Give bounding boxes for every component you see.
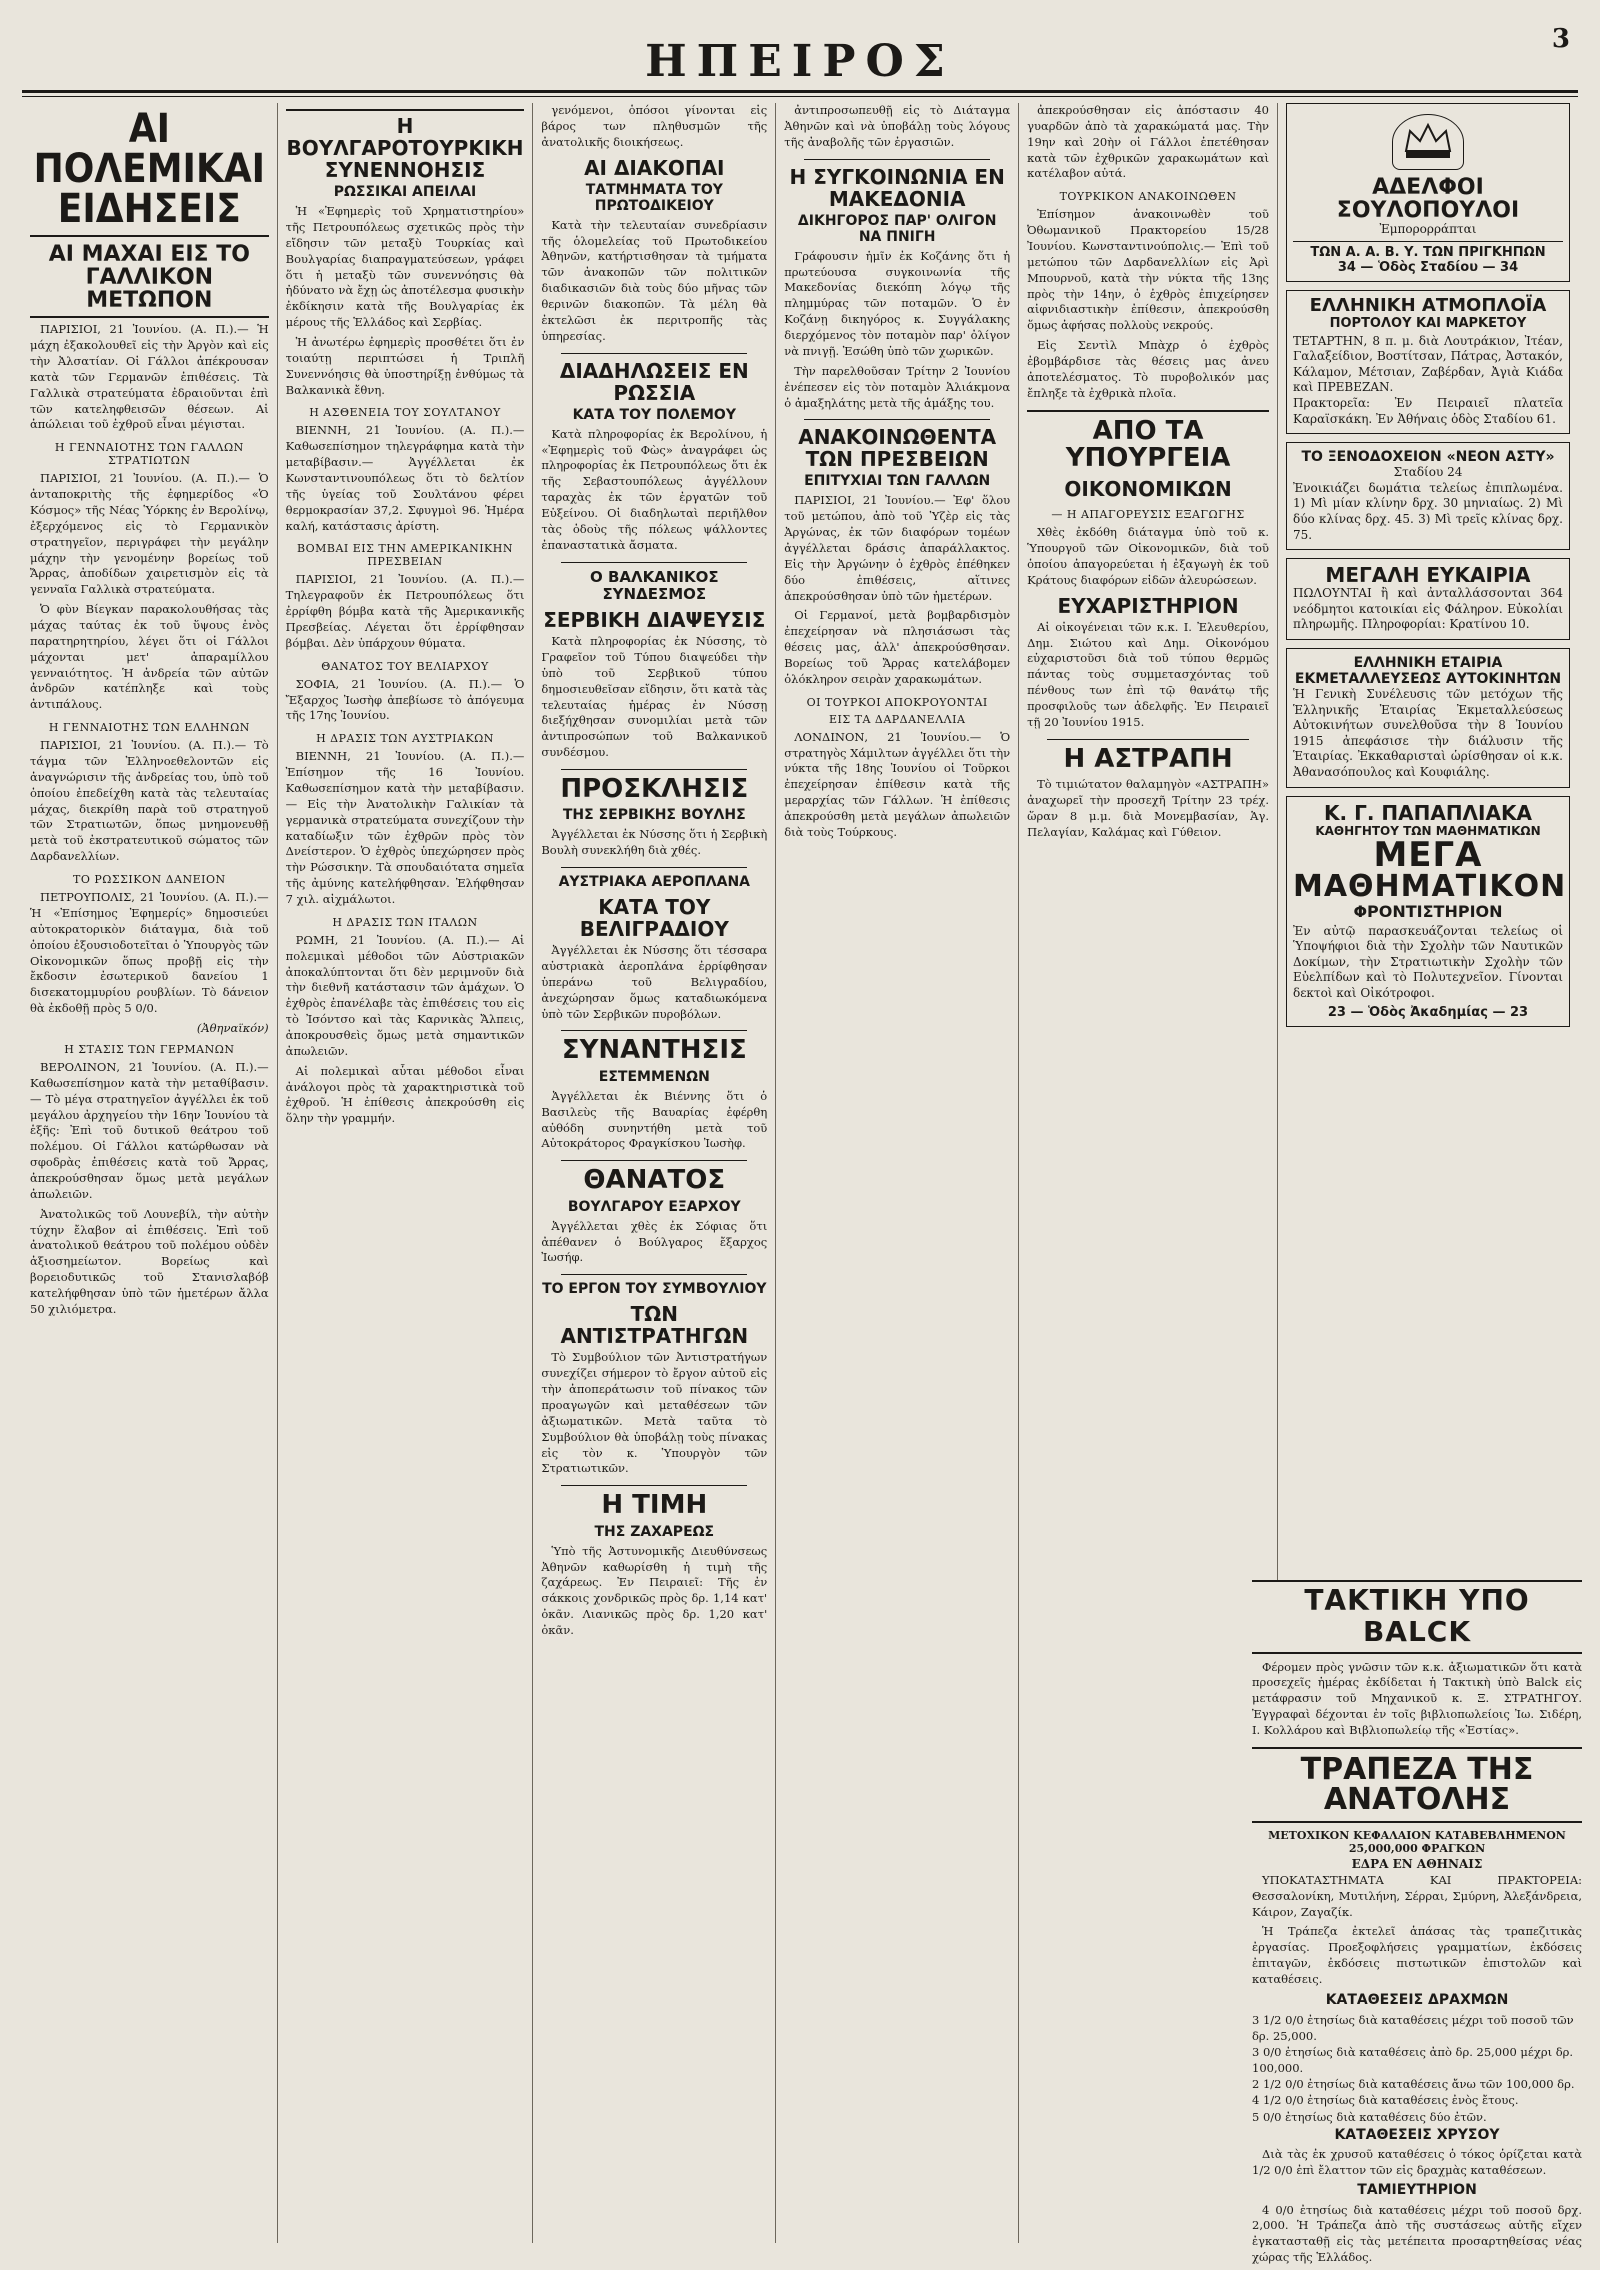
- article-text: Κατὰ πληροφορίας ἐκ Βερολίνου, ἡ «Ἐφημερὶς τοῦ Φὼς» ἀναγράφει ὡς πληροφορίας ἐκ Πετρουπόλεως ὅτι ἐκ τῆς Σεβαστουπόλεως ἀγγέλλουν ταραχὰς ἐκ τῶν ἐργατῶν τοῦ Εὐξείνου. Οἱ διαδηλωταὶ περιῆλθον τὰς ὁδοὺς τῆς πόλεως ψάλλοντες ἐπαναστατικὰ ἄσματα.: [541, 426, 768, 552]
- ad-body: ΤΕΤΑΡΤΗΝ, 8 π. μ. διὰ Λουτράκιον, Ἰτέαν, Γαλαξείδιον, Βοστίτσαν, Πάτρας, Ἀστακόν, Κάλαμον, Μέτσιαν, Ζαβέρδαν, Ἀγιὰ Κιάδα καὶ ΠΡΕΒΕΖΑΝ.: [1292, 333, 1563, 395]
- ad-soulopouloi: [1286, 103, 1570, 282]
- ad-body: Ἡ Γενικὴ Συνέλευσις τῶν μετόχων τῆς Ἑλληνικῆς Ἑταιρίας Ἐκμεταλλεύσεως Αὐτοκινήτων συνελθοῦσα τὴν 8 Ἰουνίου 1915 ἀπεφάσισε τὴν διάλυσιν τῆς Ἑταιρίας. Ἐκκαθαρισταὶ ὡρίσθησαν οἱ κ.κ. Ἀθανασόπουλος καὶ Κουφιάλης.: [1292, 686, 1563, 779]
- divider: [561, 562, 747, 563]
- column-4: [776, 103, 1019, 2243]
- divider: [1047, 739, 1249, 740]
- subheadline-balkanikos: ΣΕΡΒΙΚΗ ΔΙΑΨΕΥΣΙΣ: [543, 608, 766, 633]
- heading-tamieftirion: ΤΑΜΙΕΥΤΗΡΙΟΝ: [1357, 2182, 1477, 2199]
- ad-line: ΤΩΝ Α. Α. Β. Υ. ΤΩΝ ΠΡΙΓΚΗΠΩΝ: [1293, 241, 1563, 260]
- headline-timi: Η ΤΙΜΗ: [601, 1490, 708, 1521]
- headline-synantisis: ΣΥΝΑΝΤΗΣΙΣ: [561, 1035, 747, 1066]
- article-text: ΠΑΡΙΣΙΟΙ, 21 Ἰουνίου. (Α. Π.).— Ἡ μάχη ἐξακολουθεῖ εἰς τὴν Ἀργὸν καὶ εἰς τὴν Ἀλσατίαν. Οἱ Γάλλοι ἀπέκρουσαν κατὰ τῶν Γερμανῶν ἐπιθέσεις. Τὰ Γαλλικὰ στρατεύματα ἐδραιοῦνται ἐπὶ τῶν κατεληφθεισῶν θέσεων. Αἱ ἀπώλειαι τοῦ ἐχθροῦ εἶναι μέγισται.: [30, 322, 269, 432]
- capital-line: ΜΕΤΟΧΙΚΟΝ ΚΕΦΑΛΑΙΟΝ ΚΑΤΑΒΕΒΛΗΜΕΝΟΝ 25,000,000 ΦΡΑΓΚΩΝ: [1268, 1828, 1566, 1855]
- article-text: Οἱ Γερμανοί, μετὰ βομβαρδισμὸν ἐπεχείρησαν νὰ πλησιάσωσι τὰς θέσεις μας, ἀλλ' ἀπεκρούσθησαν. Βορείως τοῦ Ἄρρας κατελάβομεν ὁλόκληρον σειρὰν χαρακωμάτων.: [784, 608, 1011, 686]
- divider: [561, 1030, 747, 1031]
- section-heading: ΘΑΝΑΤΟΣ ΤΟΥ ΒΕΛΙΑΡΧΟΥ: [321, 659, 489, 673]
- article-text: ΣΟΦΙΑ, 21 Ἰουνίου. (Α. Π.).— Ὁ Ἔξαρχος Ἰωσὴφ ἀπεβίωσε τὸ ἀπόγευμα τῆς 17ης Ἰουνίου.: [285, 676, 525, 723]
- article-text: ΒΙΕΝΝΗ, 21 Ἰουνίου. (Α. Π.).— Καθωσεπίσημον τηλεγράφημα κατὰ τὴν μεταβίβασιν.— Ἀγγέλλεται ἐκ Κωνσταντινουπόλεως ὅτι τὸ δελτίον τῆς ὑγείας τοῦ Σουλτάνου φέρει θερμοκρασίαν 37,2. Σφυγμοὶ 96. Ἡμέρα καλή, κατάστασις ἀρίστη.: [285, 423, 525, 533]
- ad-frontistirio: [1286, 796, 1570, 1027]
- ad-body: Ἐνοικιάζει δωμάτια τελείως ἐπιπλωμένα. 1) Μὶ μίαν κλίνην δρχ. 30 μηνιαίως. 2) Μὶ δύο κλίνας δρχ. 45. 3) Μὶ τρεῖς κλίνας δρχ. 75.: [1292, 480, 1563, 542]
- subheadline-ergo: ΤΩΝ ΑΝΤΙΣΤΡΑΤΗΓΩΝ: [560, 1302, 749, 1349]
- ad-title: ΤΟ ΞΕΝΟΔΟΧΕΙΟΝ «ΝΕΟΝ ΑΣΤΥ»: [1301, 449, 1555, 466]
- article-text: Αἱ πολεμικαὶ αὗται μέθοδοι εἶναι ἀνάλογοι πρὸς τὰ χαρακτηριστικὰ τοῦ ἐχθροῦ. Ἡ ἐπίθεσις ἀπεκρούσθη εἰς ὅλην τὴν γραμμήν.: [285, 1063, 525, 1126]
- ad-subtitle: Ἐμπορορράπται: [1379, 222, 1477, 237]
- ad-subtitle: ΚΑΘΗΓΗΤΟΥ ΤΩΝ ΜΑΘΗΜΑΤΙΚΩΝ: [1315, 823, 1541, 838]
- article-text: γενόμενοι, ὁπόσοι γίνονται εἰς βάρος των πληθυσμῶν τῆς ἀνατολικῆς διοικήσεως.: [541, 103, 768, 149]
- ad-name: Κ. Γ. ΠΑΠΑΠΛΙΑΚΑ: [1324, 800, 1532, 825]
- subheadline-rosikai: ΡΩΣΣΙΚΑΙ ΑΠΕΙΛΑΙ: [333, 184, 477, 200]
- masthead-rule: [22, 96, 1578, 97]
- subheadline-timi: ΤΗΣ ΖΑΧΑΡΕΩΣ: [594, 1523, 715, 1540]
- ad-atmoploia: [1286, 290, 1570, 434]
- divider: [561, 867, 747, 868]
- royal-crest-icon: [1392, 114, 1464, 170]
- divider: [561, 1160, 747, 1161]
- headline-anakoinothenta: ΑΝΑΚΟΙΝΩΘΕΝΤΑ ΤΩΝ ΠΡΕΣΒΕΙΩΝ: [798, 425, 997, 472]
- section-heading: Η ΔΡΑΣΙΣ ΤΩΝ ΙΤΑΛΩΝ: [332, 915, 478, 929]
- sub-headline: ΑΙ ΜΑΧΑΙ ΕΙΣ ΤΟ ΓΑΛΛΙΚΟΝ ΜΕΤΩΠΟΝ: [30, 243, 269, 318]
- article-text: ΒΙΕΝΝΗ, 21 Ἰουνίου. (Α. Π.).— Ἐπίσημον τῆς 16 Ἰουνίου. Καθωσεπίσημον κατὰ τὴν μεταβίβασιν.— Εἰς τὴν Ἀνατολικὴν Γαλικίαν τὰ γερμανικὰ στρατεύματα συνεχίζουν τὴν καταδίωξιν τῶν ἐχθρῶν πρὸς τὸν Δνείστερον. Ὁ ἐχθρὸς ὑπεχώρησεν πρὸς τὴν Ρώσσικην. Τὰ σπουδαιότατα σημεῖα τῆς ἀμύνης κατελήφθησαν. Ἐλήφθησαν 7 χιλ. αἰχμάλωτοι.: [285, 749, 525, 907]
- rate-item: 3 1/2 0/0 ἐτησίως διὰ καταθέσεις μέχρι τοῦ ποσοῦ τῶν δρ. 25,000.: [1252, 2013, 1574, 2044]
- signature: (Ἀθηναϊκόν): [196, 1020, 269, 1035]
- article-text: Ἀγγέλλεται ἐκ Νύσσης ὅτι τέσσαρα αὐστριακὰ ἀεροπλάνα ἐρρίφθησαν ὑπεράνω τοῦ Βελιγραδίου, ἀνεχώρησαν ὅμως καταδιωκόμενα ὑπὸ τῶν Σερβικῶν πυροβόλων.: [541, 943, 768, 1021]
- heading-xrysou: ΚΑΤΑΘΕΣΕΙΣ ΧΡΥΣΟΥ: [1334, 2126, 1500, 2143]
- headline-trapeza: ΤΡΑΠΕΖΑ ΤΗΣ ΑΝΑΤΟΛΗΣ: [1252, 1747, 1582, 1823]
- headline-diadiloseis: ΔΙΑΔΗΛΩΣΕΙΣ ΕΝ ΡΩΣΣΙΑ: [559, 358, 749, 405]
- section-heading: ΒΟΜΒΑΙ ΕΙΣ ΤΗΝ ΑΜΕΡΙΚΑΝΙΚΗΝ ΠΡΕΣΒΕΙΑΝ: [297, 542, 513, 569]
- ad-big-line: ΜΑΘΗΜΑΤΙΚΟΝ: [1292, 868, 1567, 904]
- subheadline-ypourgeia: ΟΙΚΟΝΟΜΙΚΩΝ: [1064, 477, 1232, 502]
- subheadline-prosklisis: ΤΗΣ ΣΕΡΒΙΚΗΣ ΒΟΥΛΗΣ: [562, 807, 746, 824]
- article-text: Ἐπίσημον ἀνακοινωθὲν τοῦ Ὀθωμανικοῦ Πρακτορείου 15/28 Ἰουνίου. Κωνσταντινούπολις.— Ἐπὶ τοῦ μετώπου τῶν Δαρδανελλίων εἰς Ἀρὶ Μπουρνοῦ, κατὰ τὴν νύκτα τῆς 13ης πρὸς τὴν 14ην, ὁ ἐχθρὸς ἐπιχείρησεν αἰφνιδιαστικὴν ἐπίθεσιν, ἀπεκρούσθη ὅμως ἀφήσας πολλοὺς νεκρούς.: [1027, 207, 1269, 333]
- ad-xenodoxeio: [1286, 442, 1570, 550]
- column-1: [22, 103, 278, 2243]
- article-text: Γράφουσιν ἡμῖν ἐκ Κοζάνης ὅτι ἡ πρωτεύουσα συγκοινωνία τῆς Μακεδονίας διεκόπη λόγῳ τῆς πλημμύρας τῶν ποταμῶν. Ὁ ἐν Κοζάνῃ δικηγόρος κ. Συγγάλακης διερχόμενος τὸν ποταμὸν παρ' ὀλίγον νὰ πνιγῇ. Ἐσώθη ὑπὸ τῶν χωρικῶν.: [784, 248, 1011, 358]
- article-text: ΠΑΡΙΣΙΟΙ, 21 Ἰουνίου. (Α. Π.).— Ὁ ἀνταποκριτὴς τῆς ἐφημερίδος «Ὁ Κόσμος» τῆς Νέας Ὑόρκης ἐν Βερολίνῳ, ἐξερχόμενος εἰς τὸ Γερμανικὸν στρατηγεῖον, περιγράφει τὴν μεγάλην μάχην τὴν γενομένην βορείως τοῦ Ἄρρας, ἀποδίδων χαιρετισμὸν εἰς τὰ γενναῖα Γαλλικὰ στρατεύματα.: [30, 471, 269, 597]
- article-text: Ὁ φὺν Βίεγκαν παρακολουθήσας τὰς μάχας ταύτας ἐκ τοῦ ὕψους ἑνὸς παρατηρητηρίου, λέγει ὅτι οἱ Γάλλοι μάχονται μετ' ἀπαραμίλλου γενναιότητος. Ἡ ἀνδρεία τῶν αὐτῶν ἀνδρῶν κατέπληξε καὶ τοὺς ἀντιπάλους.: [30, 602, 269, 712]
- ad-text: Ἡ Τράπεζα ἐκτελεῖ ἁπάσας τὰς τραπεζιτικὰς ἐργασίας. Προεξοφλήσεις γραμματίων, ἐκδόσεις ἐπιταγῶν, ἐκδόσεις πιστωτικῶν ἐπιστολῶν καὶ καταθέσεις.: [1252, 1924, 1582, 1987]
- section-heading: Η ΔΡΑΣΙΣ ΤΩΝ ΑΥΣΤΡΙΑΚΩΝ: [316, 732, 494, 746]
- ad-body: ΠΩΛΟΥΝΤΑΙ ἢ καὶ ἀνταλλάσσονται 364 νεόδμητοι κατοικίαι εἰς Φάληρον. Εὐκολίαι πληρωμῆς. Πληροφορίαι: Κρατίνου 10.: [1292, 586, 1563, 632]
- headline-thanatos: ΘΑΝΑΤΟΣ: [583, 1165, 726, 1196]
- rates-list: [1252, 2012, 1582, 2125]
- rate-item: 3 0/0 ἐτησίως διὰ καταθέσεις ἀπὸ δρ. 25,000 μέχρι δρ. 100,000.: [1252, 2045, 1574, 2076]
- heading-katatheseis: ΚΑΤΑΘΕΣΕΙΣ ΔΡΑΧΜΩΝ: [1325, 1991, 1509, 2008]
- ad-big-line: ΦΡΟΝΤΙΣΤΗΡΙΟΝ: [1353, 901, 1503, 921]
- ad-text: Φέρομεν πρὸς γνῶσιν τῶν κ.κ. ἀξιωματικῶν ὅτι κατὰ προσεχεῖς ἡμέρας ἐκδίδεται ἡ Τακτικὴ ὑπὸ Balck εἰς μετάφρασιν τοῦ Μηχανικοῦ κ. Ξ. ΣΤΡΑΤΗΓΟΥ. Ἐγγραφαὶ δέχονται ἐν τοῖς βιβλιοπωλείοις Ἰω. Σιδέρη, Ι. Κολλάρου καὶ Βιβλιοπωλείῳ τῆς «Ἑστίας».: [1252, 1659, 1582, 1738]
- subheadline-synantisis: ΕΣΤΕΜΜΕΝΩΝ: [598, 1068, 710, 1085]
- article-text: Τὸ Συμβούλιον τῶν Ἀντιστρατήγων συνεχίζει σήμερον τὸ ἔργον αὐτοῦ εἰς τὴν ἀποπεράτωσιν τοῦ πίνακος τῶν προαγωγῶν καὶ μεταθέσεων τῶν ἀξιωματικῶν. Μετὰ ταῦτα τὸ Συμβούλιον θὰ ὑποβάλῃ τοὺς πίνακας εἰς τὸν κ. Ὑπουργὸν τῶν Στρατιωτικῶν.: [541, 1350, 768, 1476]
- section-heading: ΤΟΥΡΚΙΚΟΝ ΑΝΑΚΟΙΝΩΘΕΝ: [1059, 190, 1237, 204]
- headline-astrapi: Η ΑΣΤΡΑΠΗ: [1063, 743, 1233, 774]
- headline-taktiki: ΤΑΚΤΙΚΗ ΥΠΟ BALCK: [1252, 1580, 1582, 1654]
- ad-body: Ἐν αὐτῷ παρασκευάζονται τελείως οἱ Ὑποψήφιοι διὰ τὴν Σχολὴν τῶν Ναυτικῶν Δοκίμων, τὴν Στρατιωτικὴν Σχολὴν τῶν Εὐελπίδων καὶ τὸ Πολυτεχνεῖον. Γίνονται δεκτοὶ καὶ Οἰκότροφοι.: [1292, 923, 1563, 1000]
- article-text: ΠΕΤΡΟΥΠΟΛΙΣ, 21 Ἰουνίου. (Α. Π.).— Ἡ «Ἐπίσημος Ἐφημερίς» δημοσιεύει αὐτοκρατορικὸν διάταγμα, διὰ τοῦ ὁποίου ἐξουσιοδοτεῖται ὁ Ὑπουργὸς τῶν Οἰκονομικῶν ὅπως προβῇ εἰς τὴν ἔκδοσιν ἐσωτερικοῦ δανείου 1 δισεκατομμυρίου ρουβλίων. Τὸ δάνειον θὰ ἐκδοθῇ πρὸς 5 0/0.: [30, 890, 269, 1016]
- ad-big-line: ΜΕΓΑ: [1373, 834, 1483, 875]
- ad-address: 34 — Ὁδὸς Σταδίου — 34: [1337, 259, 1519, 275]
- ad-address: Σταδίου 24: [1393, 465, 1463, 480]
- article-text: Ἀγγέλλεται χθὲς ἐκ Σόφιας ὅτι ἀπέθανεν ὁ Βούλγαρος ἔξαρχος Ἰωσήφ.: [541, 1218, 768, 1265]
- section-heading: Η ΓΕΝΝΑΙΟΤΗΣ ΤΩΝ ΕΛΛΗΝΩΝ: [48, 721, 250, 735]
- bottom-ads: [1252, 1580, 1582, 2270]
- article-text: Ἀνατολικῶς τοῦ Λουνεβίλ, τὴν αὐτὴν τύχην ἔλαβον αἱ ἐπιθέσεις. Ἐπὶ τοῦ ἀνατολικοῦ θεάτρου τοῦ πολέμου οὐδὲν ἀξιοσημείωτον. Βορείως καὶ βορειοδυτικῶς τοῦ Στανισλαβόβ κατελήφθησαν ὑπὸ τῶν ἡμετέρων ἄλλα 50 χιλιόμετρα.: [30, 1206, 269, 1316]
- column-2: [278, 103, 534, 2243]
- ad-text: 4 0/0 ἐτησίως διὰ καταθέσεις μέχρι τοῦ ποσοῦ δρχ. 2,000. Ἡ Τράπεζα ἀπὸ τῆς συστάσεως αὐτῆς εἴχεν ἐγκατασταθῇ εἰς τὰς μετέπειτα προσαρτηθείσας νέας χώρας τῆς Ἑλλάδος.: [1252, 2202, 1582, 2265]
- headline-prosklisis: ΠΡΟΣΚΛΗΣΙΣ: [560, 773, 749, 804]
- divider: [804, 419, 990, 420]
- page-number: 3: [1551, 24, 1570, 54]
- article-text: ΠΑΡΙΣΙΟΙ, 21 Ἰουνίου. (Α. Π.).— Τὸ τάγμα τῶν Ἑλληνοεθελοντῶν εἰς ἀναγνώρισιν τῆς ἀνδρείας του, ὑπὸ τοῦ ὁποίου ἐπεδείχθη κατὰ τὰς τελευταίας μάχας, διεκρίθη παρὰ τοῦ στρατηγοῦ τῶν Στρατιωτῶν, ὅπως μνημονευθῇ μετὰ τοῦ ἐκστρατευτικοῦ σώματος τῶν Δαρδανελλίων.: [30, 738, 269, 864]
- divider: [561, 769, 747, 770]
- article-text: ΠΑΡΙΣΙΟΙ, 21 Ἰουνίου.— Ἐφ' ὅλου τοῦ μετώπου, ἀπὸ τοῦ Ὑζὲρ εἰς τὰς Ἀργώνας, ἐκ τῶν διαφόρων τομέων ἀγγέλλεται δράσις ἀπαράλλακτος. Εἰς τὴν Ἀργώνην ὁ ἐχθρὸς ἐπέθηκεν δύο ἐπιθέσεις, αἵτινες ἀπεκρούσθησαν ὑπὸ τῶν ἡμετέρων.: [784, 493, 1011, 603]
- rate-item: 5 0/0 ἐτησίως διὰ καταθέσεις δύο ἐτῶν.: [1252, 2109, 1487, 2124]
- subheadline-afstriaka: ΚΑΤΑ ΤΟΥ ΒΕΛΙΓΡΑΔΙΟΥ: [579, 895, 729, 942]
- ad-eykairia: [1286, 558, 1570, 640]
- masthead: [22, 14, 1578, 93]
- article-text: Ὑπὸ τῆς Ἀστυνομικῆς Διευθύνσεως Ἀθηνῶν καθωρίσθη ἡ τιμὴ τῆς ζαχάρεως. Ἐν Πειραιεῖ: Τῆς ἐν σάκκοις χονδρικῶς πρὸς δρ. 1,14 κατ' ὀκᾶν. Λιανικῶς πρὸς δρ. 1,20 κατ' ὀκᾶν.: [541, 1543, 768, 1637]
- ad-title: ΕΛΛΗΝΙΚΗ ΑΤΜΟΠΛΟΪΑ: [1309, 294, 1547, 316]
- headline-diakopai: ΑΙ ΔΙΑΚΟΠΑΙ: [584, 155, 725, 180]
- article-text: ΠΑΡΙΣΙΟΙ, 21 Ἰουνίου. (Α. Π.).— Τηλεγραφοῦν ἐκ Πετρουπόλεως ὅτι ἐρρίφθη βόμβα κατὰ τῆς Ἀμερικανικῆς Πρεσβείας. Λέγεται ὅτι ἐρρίφθησαν βόμβαι. Δὲν ὑπάρχουν θύματα.: [285, 572, 525, 650]
- subheadline-diakopai: ΤΑΤΜΗΜΑΤΑ ΤΟΥ ΠΡΩΤΟΔΙΚΕΙΟΥ: [585, 181, 723, 214]
- divider: [1027, 410, 1269, 412]
- seat-line: ΕΔΡΑ ΕΝ ΑΘΗΝΑΙΣ: [1351, 1856, 1483, 1871]
- headline-makedonia: Η ΣΥΓΚΟΙΝΩΝΙΑ ΕΝ ΜΑΚΕΔΟΝΙΑ: [789, 164, 1005, 211]
- headline-efxaristirion: ΕΥΧΑΡΙΣΤΗΡΙΟΝ: [1057, 593, 1239, 618]
- ad-subtitle: ΠΟΡΤΟΛΟΥ ΚΑΙ ΜΑΡΚΕΤΟΥ: [1329, 315, 1527, 331]
- article-text: ΡΩΜΗ, 21 Ἰουνίου. (Α. Π.).— Αἱ πολεμικαὶ μέθοδοι τῶν Αὐστριακῶν ἀποκαλύπτονται ὅτι δὲν μεριμνοῦν διὰ τὴν διεθνῆ κατάστασιν τῶν ἀμάχων. Ὁ ἐχθρὸς ἐπανέλαβε τὰς ἐπιθέσεις του εἰς τὸ Ἰσόντσο καὶ τὰς Καρνικὰς Ἄλπεις, ἀποκρουσθεὶς ὅμως μετὰ σημαντικῶν ἀπωλειῶν.: [285, 932, 525, 1058]
- article-text: ΛΟΝΔΙΝΟΝ, 21 Ἰουνίου.— Ὁ στρατηγὸς Χάμιλτων ἀγγέλλει ὅτι τὴν νύκτα τῆς 18ης Ἰουνίου οἱ Τοῦρκοι ἐπεχείρησαν ἐπίθεσιν κατὰ τῆς μεραρχίας τῶν Γάλλων. Ἡ ἐπίθεσις ἀπεκρούσθη μετὰ μεγάλων ἀπωλειῶν διὰ τοὺς Τούρκους.: [784, 729, 1011, 839]
- section-heading: ΟΙ ΤΟΥΡΚΟΙ ΑΠΟΚΡΟΥΟΝΤΑΙ: [806, 695, 988, 709]
- ad-title: ΕΛΛΗΝΙΚΗ ΕΤΑΙΡΙΑ ΕΚΜΕΤΑΛΛΕΥΣΕΩΣ ΑΥΤΟΚΙΝΗΤΩΝ: [1294, 654, 1562, 687]
- article-text: Ἡ ἀνωτέρω ἐφημερὶς προσθέτει ὅτι ἐν τοιαύτῃ περιπτώσει ἡ Τριπλῆ Συνεννόησις θὰ ὑποστηρίξῃ ἐνθύμως τὰ Βαλκανικὰ ἔθνη.: [285, 334, 525, 397]
- subheadline-diadiloseis: ΚΑΤΑ ΤΟΥ ΠΟΛΕΜΟΥ: [572, 406, 736, 423]
- article-text: Τὴν παρελθοῦσαν Τρίτην 2 Ἰουνίου ἐνέπεσεν εἰς τὸν ποταμὸν Ἁλιάκμονα ὁ ἀμαξηλάτης μετὰ τῆς ἁμάξης του.: [784, 363, 1011, 410]
- divider: [561, 1274, 747, 1275]
- ad-title: ΑΔΕΛΦΟΙ ΣΟΥΛΟΠΟΥΛΟΙ: [1336, 175, 1520, 224]
- article-text: Ἀγγέλλεται ἐκ Βιέννης ὅτι ὁ Βασιλεὺς τῆς Βαυαρίας ἐφέρθη αὐθόδη συνηντήθη μετὰ τοῦ Αὐτοκράτορος Φραγκίσκου Ἰωσὴφ.: [541, 1088, 768, 1151]
- main-headline: ΑΙ ΠΟΛΕΜΙΚΑΙ ΕΙΔΗΣΕΙΣ: [30, 103, 269, 237]
- headline-boulgaro: Η ΒΟΥΛΓΑΡΟΤΟΥΡΚΙΚΗ ΣΥΝΕΝΝΟΗΣΙΣ: [286, 109, 525, 181]
- subheadline-thanatos: ΒΟΥΛΓΑΡΟΥ ΕΞΑΡΧΟΥ: [567, 1198, 741, 1215]
- section-heading: Η ΑΣΘΕΝΕΙΑ ΤΟΥ ΣΟΥΛΤΑΝΟΥ: [309, 406, 501, 420]
- divider: [561, 1485, 747, 1486]
- column-5: [1019, 103, 1278, 2243]
- article-text: ἀντιπροσωπευθῇ εἰς τὸ Διάταγμα Ἀθηνῶν καὶ νὰ ὑποβάλῃ τοὺς λόγους τῆς ἀναβολῆς τῶν ἐργασιῶν.: [784, 103, 1011, 149]
- section-subheading: ΕΙΣ ΤΑ ΔΑΡΔΑΝΕΛΛΙΑ: [828, 712, 966, 726]
- section-heading: Η ΣΤΑΣΙΣ ΤΩΝ ΓΕΡΜΑΝΩΝ: [64, 1042, 235, 1056]
- ad-address: Πρακτορεῖα: Ἐν Πειραιεῖ πλατεῖα Καραϊσκάκη. Ἐν Ἀθήναις ὁδὸς Σταδίου 61.: [1292, 396, 1563, 426]
- rate-item: 4 1/2 0/0 ἐτησίως διὰ καταθέσεις ἐνὸς ἔτους.: [1252, 2093, 1519, 2108]
- section-heading: — Η ΑΠΑΓΟΡΕΥΣΙΣ ΕΞΑΓΩΓΗΣ: [1051, 508, 1245, 522]
- subheadline-anakoinothenta: ΕΠΙΤΥΧΙΑΙ ΤΩΝ ΓΑΛΛΩΝ: [804, 473, 991, 490]
- article-text: Ἡ «Ἐφημερὶς τοῦ Χρηματιστηρίου» τῆς Πετρουπόλεως σχετικῶς πρὸς τὴν εἴδησιν τῶν μεταξὺ Τουρκίας καὶ Βουλγαρίας διαπραγματεύσεων, γράφει ὅτι ἡ μεταξὺ τῶν συνεννόησις θὰ ἠδύνατο νὰ ἔχῃ ὡς ἀποτέλεσμα φυσικὴν ἐκδίκησιν κατὰ τῆς Βουλγαρίας ἐκ μέρους τῆς Ἑλλάδος καὶ Σερβίας.: [285, 204, 525, 330]
- column-3: [533, 103, 776, 2243]
- article-text: Κατὰ πληροφορίας ἐκ Νύσσης, τὸ Γραφεῖον τοῦ Τύπου διαψεύδει τὴν ὑπὸ τοῦ Σερβικοῦ τύπου δημοσιευθεῖσαν εἴδησιν, ὅτι κατὰ τὰς τελευταίας ἡμέρας ἐν Νύσσῃ διεξήχθησαν συνομιλίαι μετὰ τῶν ἀντιπροσώπων τοῦ Βαλκανικοῦ συνδέσμου.: [541, 634, 768, 760]
- section-heading: Η ΓΕΝΝΑΙΟΤΗΣ ΤΩΝ ΓΑΛΛΩΝ ΣΤΡΑΤΙΩΤΩΝ: [54, 441, 244, 468]
- ad-text: Διὰ τὰς ἐκ χρυσοῦ καταθέσεις ὁ τόκος ὁρίζεται κατὰ 1/2 0/0 ἐπὶ ἔλαττον τῶν εἰς δραχμὰς καταθέσεων.: [1252, 2146, 1582, 2177]
- newspaper-name: ΗΠΕΙΡΟΣ: [645, 36, 955, 87]
- article-text: ἀπεκρούσθησαν εἰς ἀπόστασιν 40 γυαρδῶν ἀπὸ τὰ χαρακώματά μας. Τὴν 19ην καὶ 20ὴν οἱ Γάλλοι ἐπετέθησαν κατὰ τῶν ἐχθρικῶν χαρακωμάτων καὶ κατέλαβον αὐτά.: [1027, 103, 1269, 181]
- headline-ypourgeia: ΑΠΟ ΤΑ ΥΠΟΥΡΓΕΙΑ: [1065, 415, 1231, 473]
- article-text: Τὸ τιμιώτατον θαλαμηγὸν «ΑΣΤΡΑΠΗ» ἀναχωρεῖ τὴν προσεχῆ Τρίτην 23 τρέχ. ὥραν 8 μ.μ. διὰ Μονεμβασίαν, Ἁγ. Πελαγίαν, Καλάμας καὶ Γύθειον.: [1027, 776, 1269, 839]
- article-text: Εἰς Σεντὶλ Μπὰχρ ὁ ἐχθρὸς ἐβομβάρδισε τὰς θέσεις μας ἀνευ ἀποτελέσματος. Τὸ πυροβολικόν μας ἔπληξε τὰ ἐχθρικὰ πλοῖα.: [1027, 338, 1269, 400]
- headline-balkanikos: Ο ΒΑΛΚΑΝΙΚΟΣ ΣΥΝΔΕΣΜΟΣ: [589, 567, 719, 603]
- ad-address: 23 — Ὁδὸς Ἀκαδημίας — 23: [1327, 1004, 1529, 1020]
- article-text: Ἀγγέλλεται ἐκ Νύσσης ὅτι ἡ Σερβικὴ Βουλὴ συνεκλήθη διὰ χθές.: [541, 827, 768, 858]
- branches-text: ΥΠΟΚΑΤΑΣΤΗΜΑΤΑ ΚΑΙ ΠΡΑΚΤΟΡΕΙΑ: Θεσσαλονίκη, Μυτιλήνη, Σέρραι, Σμύρνη, Ἀλεξάνδρεια, Κάιρον, Ζαγαζίκ.: [1252, 1872, 1582, 1919]
- section-heading: ΤΟ ΡΩΣΣΙΚΟΝ ΔΑΝΕΙΟΝ: [73, 873, 226, 887]
- ad-title: ΜΕΓΑΛΗ ΕΥΚΑΙΡΙΑ: [1325, 563, 1531, 588]
- subheadline-makedonia: ΔΙΚΗΓΟΡΟΣ ΠΑΡ' ΟΛΙΓΟΝ ΝΑ ΠΝΙΓΗ: [797, 212, 997, 245]
- headline-afstriaka: ΑΥΣΤΡΙΑΚΑ ΑΕΡΟΠΛΑΝΑ: [558, 874, 751, 891]
- divider: [804, 159, 990, 160]
- article-text: Κατὰ τὴν τελευταίαν συνεδρίασιν τῆς ὁλομελείας τοῦ Πρωτοδικείου Ἀθηνῶν, κατήρτισθησαν τὰ τμήματα τῶν ἀνακοπῶν τῶν πολιτικῶν διαδικασιῶν διὰ τοὺς δύο μῆνας τῶν θερινῶν διακοπῶν. Τὰ μέλη θὰ ἐκτελῶσι ἐκ περιτροπῆς τὰς ὑπηρεσίας.: [541, 217, 768, 343]
- article-text: Αἱ οἰκογένειαι τῶν κ.κ. Ι. Ἐλευθερίου, Δημ. Σιώτου καὶ Δημ. Οἰκονόμου εὐχαριστοῦσι διὰ τοῦ τύπου θερμῶς πάντας τοὺς συμμετασχόντας τοῦ πένθους των ἐπὶ τῷ θανάτῳ τῆς προσφιλοῦς των ἀδελφῆς. Ἐν Πειραιεῖ τῇ 20 Ἰουνίου 1915.: [1027, 619, 1269, 729]
- article-text: ΒΕΡΟΛΙΝΟΝ, 21 Ἰουνίου. (Α. Π.).— Καθωσεπίσημον κατὰ τὴν μεταθίβασιν.— Τὸ μέγα στρατηγεῖον ἀγγέλλει ἐκ τοῦ μεγάλου ἀρχηγείου τὴν 16ην Ἰουνίου τὰ ἑξῆς: Ἐπὶ τοῦ δυτικοῦ θεάτρου τοῦ πολέμου. Οἱ Γάλλοι κατώρθωσαν νὰ σφοδρὰς ἐπιθέσεις κατὰ τοῦ Ἄρρας, ἀπεκρούσθησαν ὅμως μετὰ μεγάλων ἀπωλειῶν.: [30, 1059, 269, 1201]
- ad-etairia: [1286, 648, 1570, 788]
- rate-item: 2 1/2 0/0 ἐτησίως διὰ καταθέσεις ἄνω τῶν 100,000 δρ.: [1252, 2077, 1575, 2092]
- article-text: Χθὲς ἐκδόθη διάταγμα ὑπὸ τοῦ κ. Ὑπουργοῦ τῶν Οἰκονομικῶν, διὰ τοῦ ὁποίου ἀπαγορεύεται ἡ ἐξαγωγὴ ἐκ τοῦ Κράτους διαφόρων εἰδῶν ἀλευρώσεων.: [1027, 525, 1269, 587]
- headline-ergo: ΤΟ ΕΡΓΟΝ ΤΟΥ ΣΥΜΒΟΥΛΙΟΥ: [542, 1281, 767, 1298]
- divider: [561, 353, 747, 354]
